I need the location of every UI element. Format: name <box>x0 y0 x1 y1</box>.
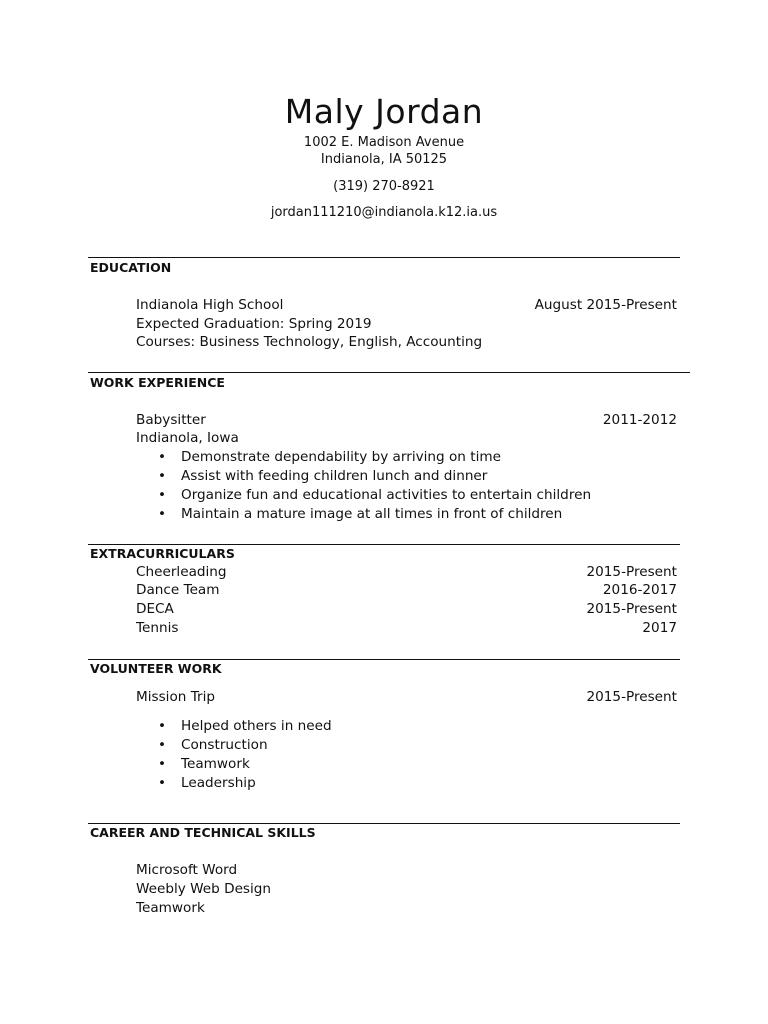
work-location: Indianola, Iowa <box>136 430 239 446</box>
section-divider <box>88 823 680 824</box>
work-title: Babysitter <box>136 412 206 428</box>
volunteer-title: Mission Trip <box>136 689 215 705</box>
volunteer-heading: VOLUNTEER WORK <box>90 661 222 676</box>
extracurricular-name: Cheerleading <box>136 564 227 580</box>
volunteer-bullet: Leadership <box>181 775 256 791</box>
extracurricular-dates: 2017 <box>642 620 677 636</box>
section-divider <box>88 372 690 373</box>
education-heading: EDUCATION <box>90 260 172 275</box>
section-divider <box>88 257 680 258</box>
section-divider <box>88 544 680 545</box>
education-school: Indianola High School <box>136 297 284 313</box>
work-bullet: Maintain a mature image at all times in front of children <box>181 506 563 522</box>
work-bullet: Assist with feeding children lunch and dinner <box>181 468 488 484</box>
skill-item: Weebly Web Design <box>136 881 272 897</box>
extracurricular-dates: 2015-Present <box>586 601 677 617</box>
bullet-icon: • <box>158 506 167 522</box>
extracurriculars-heading: EXTRACURRICULARS <box>90 546 235 561</box>
education-graduation: Expected Graduation: Spring 2019 <box>136 316 372 332</box>
bullet-icon: • <box>158 487 167 503</box>
work-bullet: Demonstrate dependability by arriving on time <box>181 449 501 465</box>
skill-item: Teamwork <box>136 900 205 916</box>
phone-number: (319) 270-8921 <box>333 179 435 194</box>
education-dates: August 2015-Present <box>534 297 677 313</box>
bullet-icon: • <box>158 449 167 465</box>
bullet-icon: • <box>158 468 167 484</box>
volunteer-bullet: Helped others in need <box>181 718 332 734</box>
extracurricular-name: Dance Team <box>136 582 220 598</box>
work-bullet: Organize fun and educational activities to entertain children <box>181 487 592 503</box>
volunteer-dates: 2015-Present <box>586 689 677 705</box>
resume-name: Maly Jordan <box>284 92 484 131</box>
volunteer-bullet: Teamwork <box>181 756 250 772</box>
skill-item: Microsoft Word <box>136 862 238 878</box>
work-heading: WORK EXPERIENCE <box>90 375 225 390</box>
bullet-icon: • <box>158 718 167 734</box>
bullet-icon: • <box>158 775 167 791</box>
bullet-icon: • <box>158 737 167 753</box>
volunteer-bullet: Construction <box>181 737 268 753</box>
section-divider <box>88 659 680 660</box>
extracurricular-name: DECA <box>136 601 174 617</box>
bullet-icon: • <box>158 756 167 772</box>
extracurricular-dates: 2015-Present <box>586 564 677 580</box>
extracurricular-name: Tennis <box>136 620 179 636</box>
extracurricular-dates: 2016-2017 <box>602 582 677 598</box>
address-line-2: Indianola, IA 50125 <box>320 152 448 167</box>
skills-heading: CAREER AND TECHNICAL SKILLS <box>90 825 316 840</box>
education-courses: Courses: Business Technology, English, Accounting <box>136 334 483 350</box>
address-line-1: 1002 E. Madison Avenue <box>303 135 465 150</box>
email-address: jordan111210@indianola.k12.ia.us <box>270 205 498 220</box>
work-dates: 2011-2012 <box>602 412 677 428</box>
